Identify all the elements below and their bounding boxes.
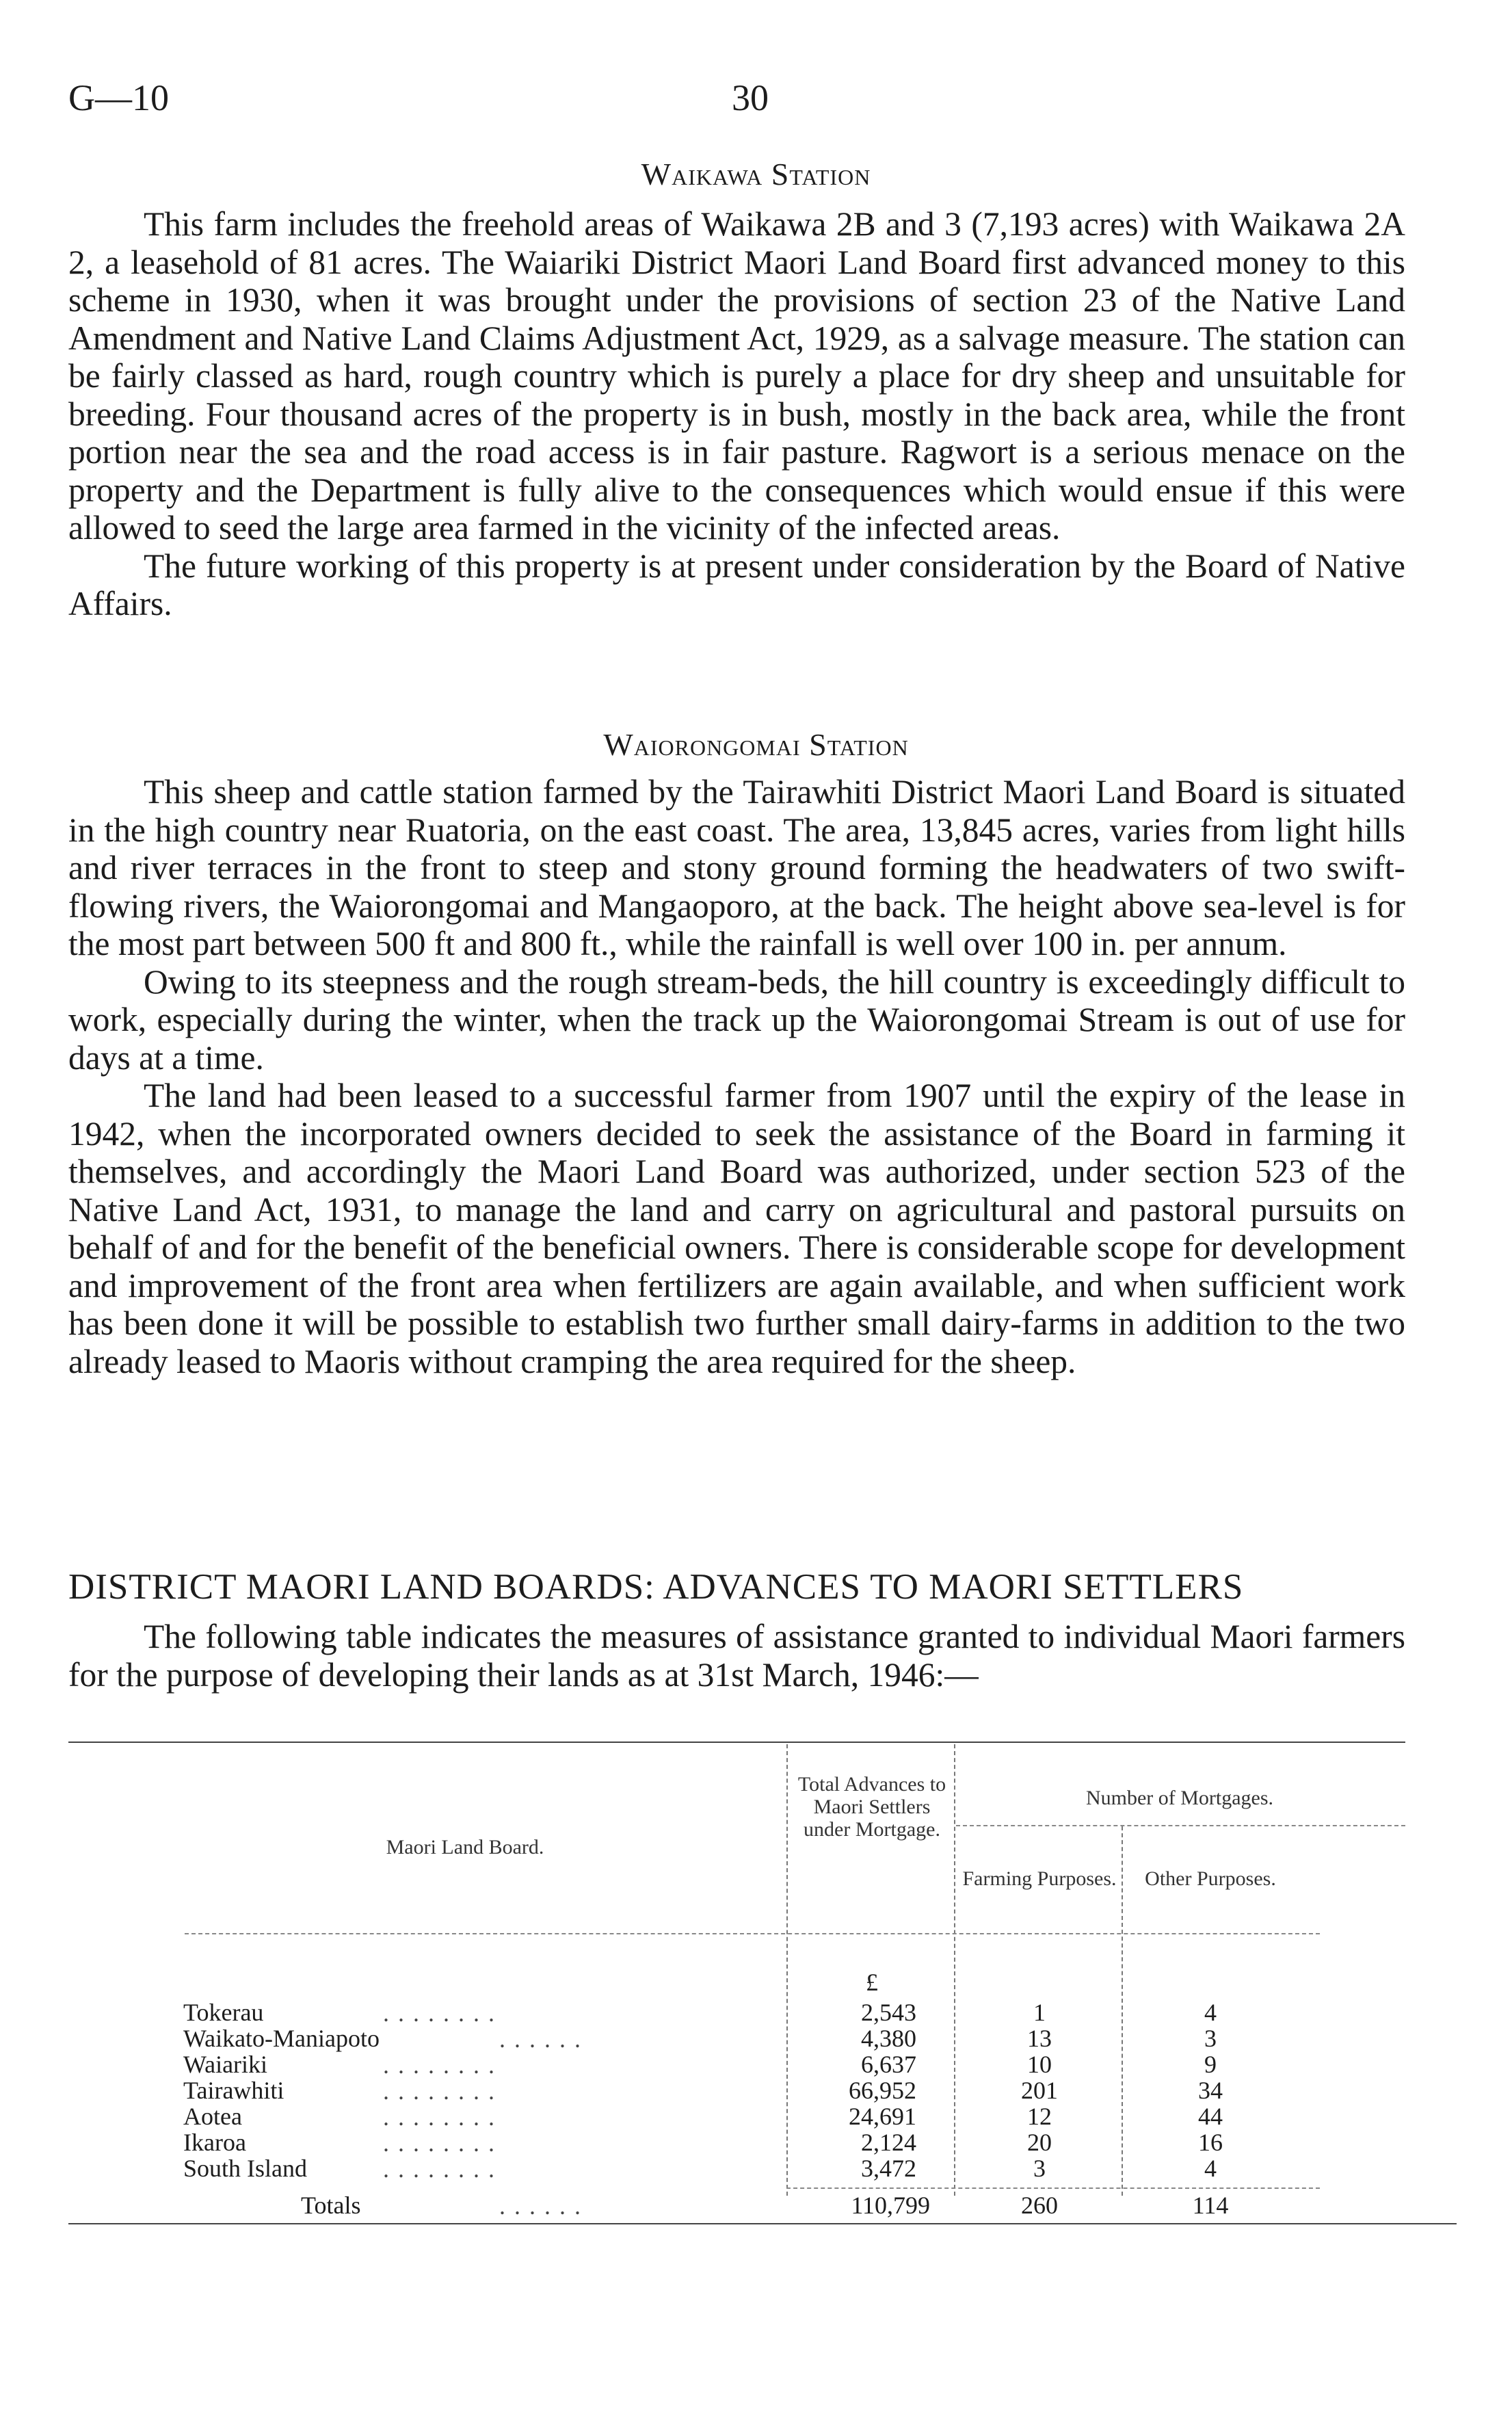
row-other: 4 (1204, 2155, 1217, 2182)
running-head (68, 77, 1457, 131)
table-bottom-rule (68, 2223, 1457, 2224)
row-advances: 66,952 (849, 2077, 916, 2104)
waiorongomai-body (68, 773, 1405, 1380)
boards-heading: DISTRICT MAORI LAND BOARDS: ADVANCES TO MAORI SETTLERS (68, 1567, 1244, 1607)
row-board-name: Waikato-Maniapoto (183, 2025, 380, 2052)
row-advances: 3,472 (861, 2155, 916, 2182)
page-number: 30 (732, 77, 769, 118)
totals-other: 114 (1192, 2192, 1229, 2219)
dot-leader: . . . . . . . . (383, 2129, 496, 2157)
boards-intro-paragraph: The following table indicates the measures of assistance granted to individual Maori farmers for the purpose of developing their lands as at 31st March, 1946:— (68, 1618, 1405, 1694)
totals-farming: 260 (1021, 2192, 1058, 2219)
row-other: 9 (1204, 2051, 1217, 2078)
dot-leader: . . . . . . . . (383, 2051, 496, 2079)
header-total-advances: Total Advances to Maori Settlers under Mortgage. (797, 1773, 946, 1841)
boards-intro (68, 1618, 1405, 1694)
row-board-name: Ikaroa (183, 2129, 246, 2156)
row-advances: 2,124 (861, 2129, 916, 2156)
waiorongomai-paragraph-3: The land had been leased to a successful farmer from 1907 until the expiry of the lease in 1942, when the incorporated owners decided to seek the assistance of the Board in farming it themselves, and accordingly the Maori Land Board was authorized, under section 523 of the Native Land Act, 1931, to manage the land and carry on agricultural and pastoral pursuits on behalf of and for the benefit of the beneficial owners. There is considerable scope for development and improvement of the front area when fertilizers are again available, and when sufficient work has been done it will be possible to establish two further small dairy-farms in addition to the two already leased to Maoris without cramping the area required for the sheep. (68, 1077, 1405, 1380)
row-board-name: Tairawhiti (183, 2077, 284, 2104)
waikawa-body (68, 205, 1405, 623)
dot-leader: . . . . . . (499, 2192, 582, 2220)
column-divider-other (1122, 1826, 1123, 2196)
page-code: G—10 (68, 77, 169, 118)
totals-rule (786, 2187, 1320, 2189)
dot-leader: . . . . . . . . (383, 2103, 496, 2131)
row-board-name: Aotea (183, 2103, 242, 2130)
dot-leader: . . . . . . . . (383, 2155, 496, 2183)
row-other: 44 (1198, 2103, 1223, 2130)
waiorongomai-paragraph-2: Owing to its steepness and the rough stream-beds, the hill country is exceedingly difficult to work, especially during the winter, when the track up the Waiorongomai Stream is out of use for days at a time. (68, 962, 1405, 1077)
table-top-rule (68, 1742, 1405, 1743)
waikawa-paragraph-2: The future working of this property is at present under consideration by the Board of Native Affairs. (68, 547, 1405, 622)
row-other: 3 (1204, 2025, 1217, 2052)
header-farming-purposes: Farming Purposes. (962, 1867, 1117, 1890)
row-farming: 12 (1027, 2103, 1052, 2130)
waiorongomai-heading: Waiorongomai Station (603, 727, 909, 762)
row-board-name: Tokerau (183, 1999, 264, 2026)
row-board-name: Waiariki (183, 2051, 268, 2078)
row-farming: 20 (1027, 2129, 1052, 2156)
row-farming: 201 (1021, 2077, 1058, 2104)
row-board-name: South Island (183, 2155, 308, 2182)
column-divider-farming (954, 1744, 955, 2196)
dot-leader: . . . . . . . . (383, 1999, 496, 2027)
totals-advances: 110,799 (851, 2192, 930, 2219)
row-advances: 6,637 (861, 2051, 916, 2078)
row-farming: 13 (1027, 2025, 1052, 2052)
totals-label: Totals (301, 2192, 361, 2219)
row-advances: 24,691 (849, 2103, 916, 2130)
row-other: 4 (1204, 1999, 1217, 2026)
header-other-purposes: Other Purposes. (1145, 1867, 1276, 1890)
column-divider-advances (786, 1744, 788, 2196)
dot-leader: . . . . . . . . (383, 2077, 496, 2105)
header-number-of-mortgages: Number of Mortgages. (1085, 1787, 1274, 1809)
row-farming: 10 (1027, 2051, 1052, 2078)
currency-symbol: £ (866, 1969, 878, 1996)
header-sub-rule (956, 1825, 1405, 1826)
dot-leader: . . . . . . (499, 2025, 582, 2053)
waikawa-paragraph-1: This farm includes the freehold areas of Waikawa 2B and 3 (7,193 acres) with Waikawa 2A 2, a leasehold of 81 acres. The Waiariki District Maori Land Board first advanced money to this scheme in 1930, when it was brought under the provisions of section 23 of the Native Land Amendment and Native Land Claims Adjustment Act, 1929, as a salvage measure. The station can be fairly classed as hard, rough country which is purely a place for dry sheep and unsuitable for breeding. Four thousand acres of the property is in bush, mostly in the back area, while the front portion near the sea and the road access is in fair pasture. Ragwort is a serious menace on the property and the Department is fully alive to the consequences which would ensue if this were allowed to seed the large area farmed in the vicinity of the infected areas. (68, 205, 1405, 547)
row-advances: 4,380 (861, 2025, 916, 2052)
header-maori-land-board: Maori Land Board. (386, 1836, 544, 1858)
row-other: 34 (1198, 2077, 1223, 2104)
row-advances: 2,543 (861, 1999, 916, 2026)
row-farming: 3 (1033, 2155, 1046, 2182)
row-other: 16 (1198, 2129, 1223, 2156)
waikawa-heading: Waikawa Station (641, 157, 871, 192)
waiorongomai-paragraph-1: This sheep and cattle station farmed by the Tairawhiti District Maori Land Board is situated in the high country near Ruatoria, on the east coast. The area, 13,845 acres, varies from light hills and river terraces in the front to steep and stony ground forming the headwaters of two swift-flowing rivers, the Waiorongomai and Mangaoporo, at the back. The height above sea-level is for the most part between 500 ft and 800 ft., while the rainfall is well over 100 in. per annum. (68, 773, 1405, 962)
header-bottom-rule (185, 1933, 1320, 1934)
row-farming: 1 (1033, 1999, 1046, 2026)
